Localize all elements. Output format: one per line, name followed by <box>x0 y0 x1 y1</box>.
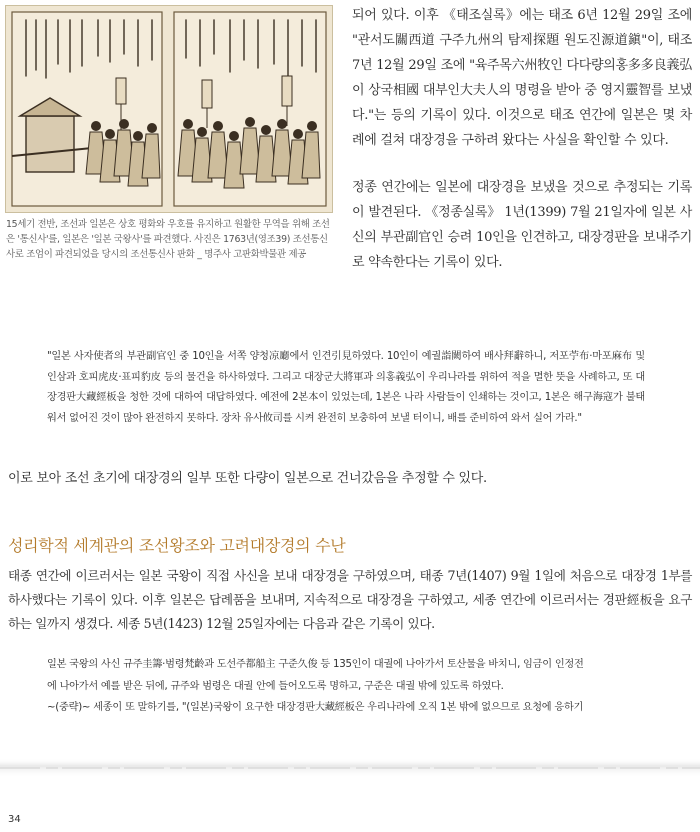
block-quote: "일본 사자使者의 부관副官인 중 10인을 서쪽 양청凉廳에서 인견引見하였다. 10인이 예궐詣闕하여 배사拜辭하니, 저포苧布·마포麻布 및 인삼과 호피虎皮·표피豹皮 등의 물건을 하사하였다. 그리고 대장군大將軍과 의홍義弘이 우리나라를 위하여 적을 멸한 뜻을 사례하고, 또 대장경판大藏經板을 청한 것에 대하여 대답하였다. 예전에 2본本이 있었는데, 1본은 나라 사람들이 인쇄하는 것이고, 1본은 해구海寇가 불태워서 없어진 것이 많아 완전하지 못하다. 장차 유사攸司를 시켜 완전히 보충하여 보낼 터이니, 배를 준비하여 와서 실어 가라." <box>47 351 645 424</box>
body-paragraph: 정종 연간에는 일본에 대장경을 보냈을 것으로 추정되는 기록이 발견된다. 《정종실록》 1년(1399) 7월 21일자에 일본 사신의 부관副官인 승려 10인을 인견하고, 대장경판을 보내주기로 약속한다는 기록이 있다. <box>352 180 692 270</box>
quote-line: 에 나아가서 예를 받은 뒤에, 규주와 범령은 대궐 안에 들어오도록 명하고, 구준은 대궐 밖에 있도록 하였다. <box>47 680 504 692</box>
body-paragraph: 이로 보아 조선 초기에 대장경의 일부 또한 다량이 일본으로 건너갔음을 추정할 수 있다. <box>8 471 487 486</box>
block-quote <box>47 654 645 719</box>
page-number: 34 <box>8 814 21 825</box>
body-paragraph: 되어 있다. 이후 《태조실록》에는 태조 6년 12월 29일 조에 "관서도關西道 구주九州의 탐제探題 원도진源道鎭"이, 태조 7년 12월 29일 조에 "육주목六州牧인 다다량의홍多多良義弘이 상국相國 대부인大夫人의 명령을 받아 중 영지靈智를 보냈다."는 등의 기록이 있다. 이것으로 태조 연간에 일본은 몇 차례에 걸쳐 대장경을 구하려 왔다는 사실을 확인할 수 있다. <box>352 8 692 148</box>
woodblock-print-image <box>5 5 333 213</box>
quote-line: ~(중략)~ 세종이 또 말하기를, "(일본)국왕이 요구한 대장경판大藏經板은 우리나라에 오직 1본 밖에 없으므로 요청에 응하기 <box>47 702 584 713</box>
body-paragraph: 태종 연간에 이르러서는 일본 국왕이 직접 사신을 보내 대장경을 구하였으며, 태종 7년(1407) 9월 1일에 처음으로 대장경 1부를 하사했다는 기록이 있다. 이후 일본은 답례품을 보내며, 지속적으로 대장경을 구하였고, 세종 연간에 이르러서는 경판經板을 요구하는 일까지 생겼다. 세종 5년(1423) 12월 25일자에는 다음과 같은 기록이 있다. <box>8 568 692 632</box>
decorative-divider <box>0 752 700 782</box>
right-column-text <box>352 3 692 275</box>
figure-caption: 15세기 전반, 조선과 일본은 상호 평화와 우호를 유지하고 원활한 무역을 위해 조선은 '통신사'를, 일본은 '일본 국왕사'를 파견했다. 사진은 1763년(영조39) 조선통신사로 조엄이 파견되었을 당시의 조선통신사 판화 _ 명주사 고판화박물관 제공 <box>6 219 330 260</box>
section-heading: 성리학적 세계관의 조선왕조와 고려대장경의 수난 <box>8 536 346 555</box>
quote-line: 일본 국왕의 사신 규주圭籌·범령梵齡과 도선주都船主 구준久俊 등 135인이 대궐에 나아가서 토산물을 바치니, 임금이 인정전 <box>47 659 584 670</box>
